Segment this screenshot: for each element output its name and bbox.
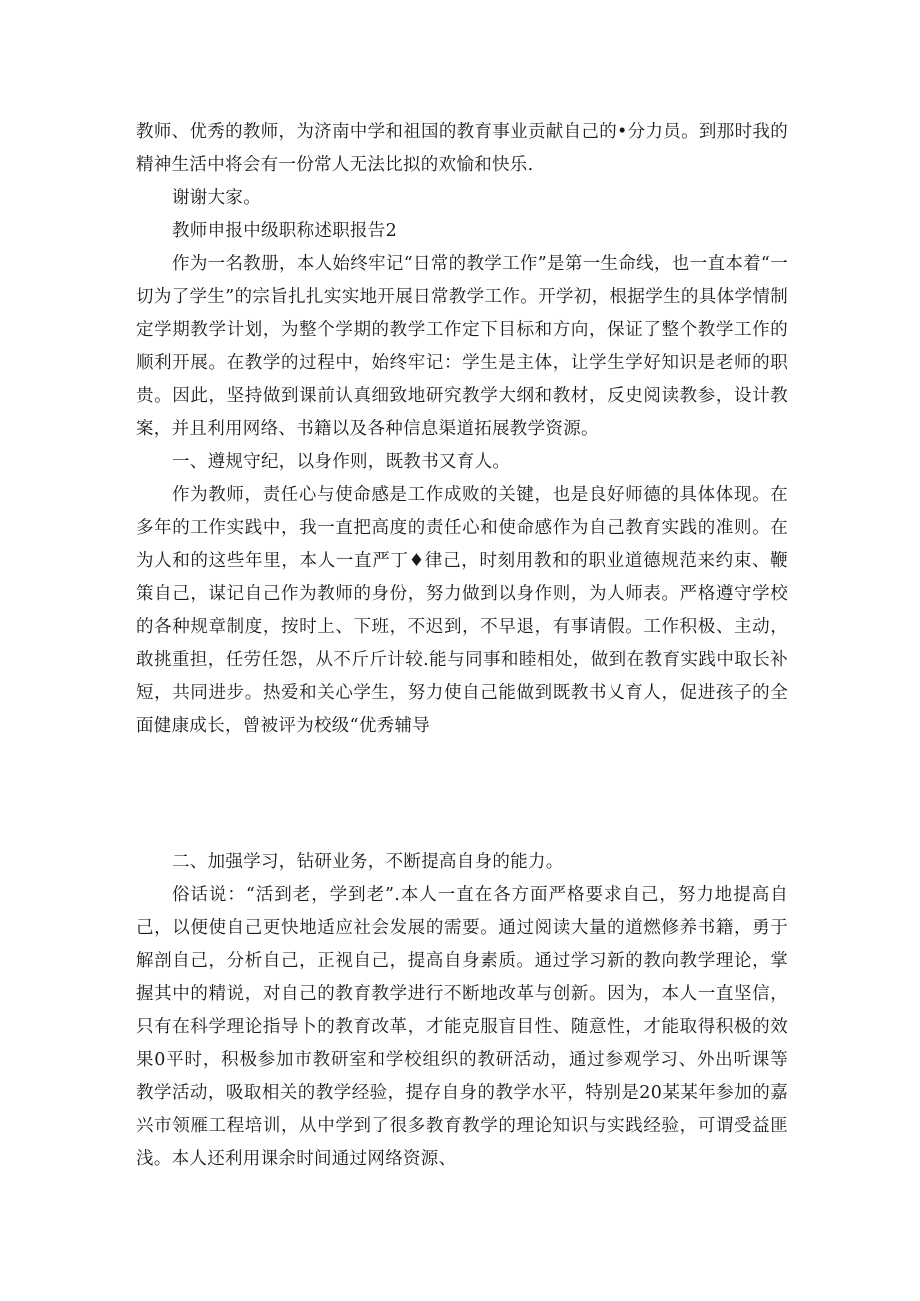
paragraph: 作为教师，责任心与使命感是工作成败的关键，也是良好师德的具体体现。在多年的工作实践中，我一直把高度的责任心和使命感作为自己教育实践的准则。在为人和的这些年里，本人一直严丁♦律己，时刻用教和的职业道德规范来约束、鞭策自己，谋记自己作为教师的身份，努力做到以身作则，为人师表。严格遵守学校的各种规章制度，按时上、下班，不迟到，不早退，有事请假。工作积极、主动，敢挑重担，任劳任怨，从不斤斤计较.能与同事和睦相处，做到在教育实践中取长补短，共同进步。热爱和关心学生，努力使自己能做到既教书乂育人，促进孩子的全面健康成长，曾被评为校级“优秀辅导: [136, 485, 788, 736]
section-heading: 一、遵规守纪，以身作则，既教书又育人。: [172, 452, 511, 472]
text-block-lower: [136, 846, 788, 1176]
paragraph: 俗话说：“活到老，学到老”.本人一直在各方面严格要求自己，努力地提高自己，以便使自己更快地适应社会发展的需要。通过阅读大量的道燃修养书籍，勇于解剖自己，分析自己，正视自己，提高自身素质。通过学习新的教向教学理论，掌握其中的精说，对自己的教育教学进行不断地改革与创新。因为，本人一直坚信，只有在科学理论指导卜的教育改革，才能克服盲目性、随意性，才能取得积极的效果0平时，积极参加市教研室和学校组织的教研活动，通过参观学习、外出听课等教学活动，吸取相关的教学经验，提存自身的教学水平，特别是20某某年参加的嘉兴市领雁工程培训，从中学到了很多教育教学的理论知识与实践经验，可谓受益匪浅。本人还利用课余时间通过网络资源、: [136, 885, 788, 1169]
section-heading: 教师申报中级职称述职报告2: [172, 221, 398, 241]
section-heading: 二、加强学习，钻研业务，不断提高自身的能力。: [172, 852, 564, 872]
paragraph: 作为一名教册，本人始终牢记“日常的教学工作”是第一生命线，也一直本着“一切为了学生”的宗旨扎扎实实地开展日常教学工作。开学初，根据学生的具体学情制定学期教学计划，为整个学期的教学工作定下目标和方向，保证了整个教学工作的顺利开展。在教学的过程中，始终牢记：学生是主体，让学生学好知识是老师的职贵。因此，坚持做到课前认真细致地研究教学大纲和教材，反史阅读教参，设计教案，并且利用网络、书籍以及各种信息渠道拓展教学资源。: [136, 254, 788, 439]
paragraph: 教师、优秀的教师，为济南中学和祖国的教育事业贡献自己的•分力员。到那时我的精神生活中将会有一份常人无法比拟的欢愉和快乐.: [136, 122, 788, 175]
paragraph: 谢谢大家。: [172, 188, 261, 208]
text-block-upper: [136, 116, 788, 743]
